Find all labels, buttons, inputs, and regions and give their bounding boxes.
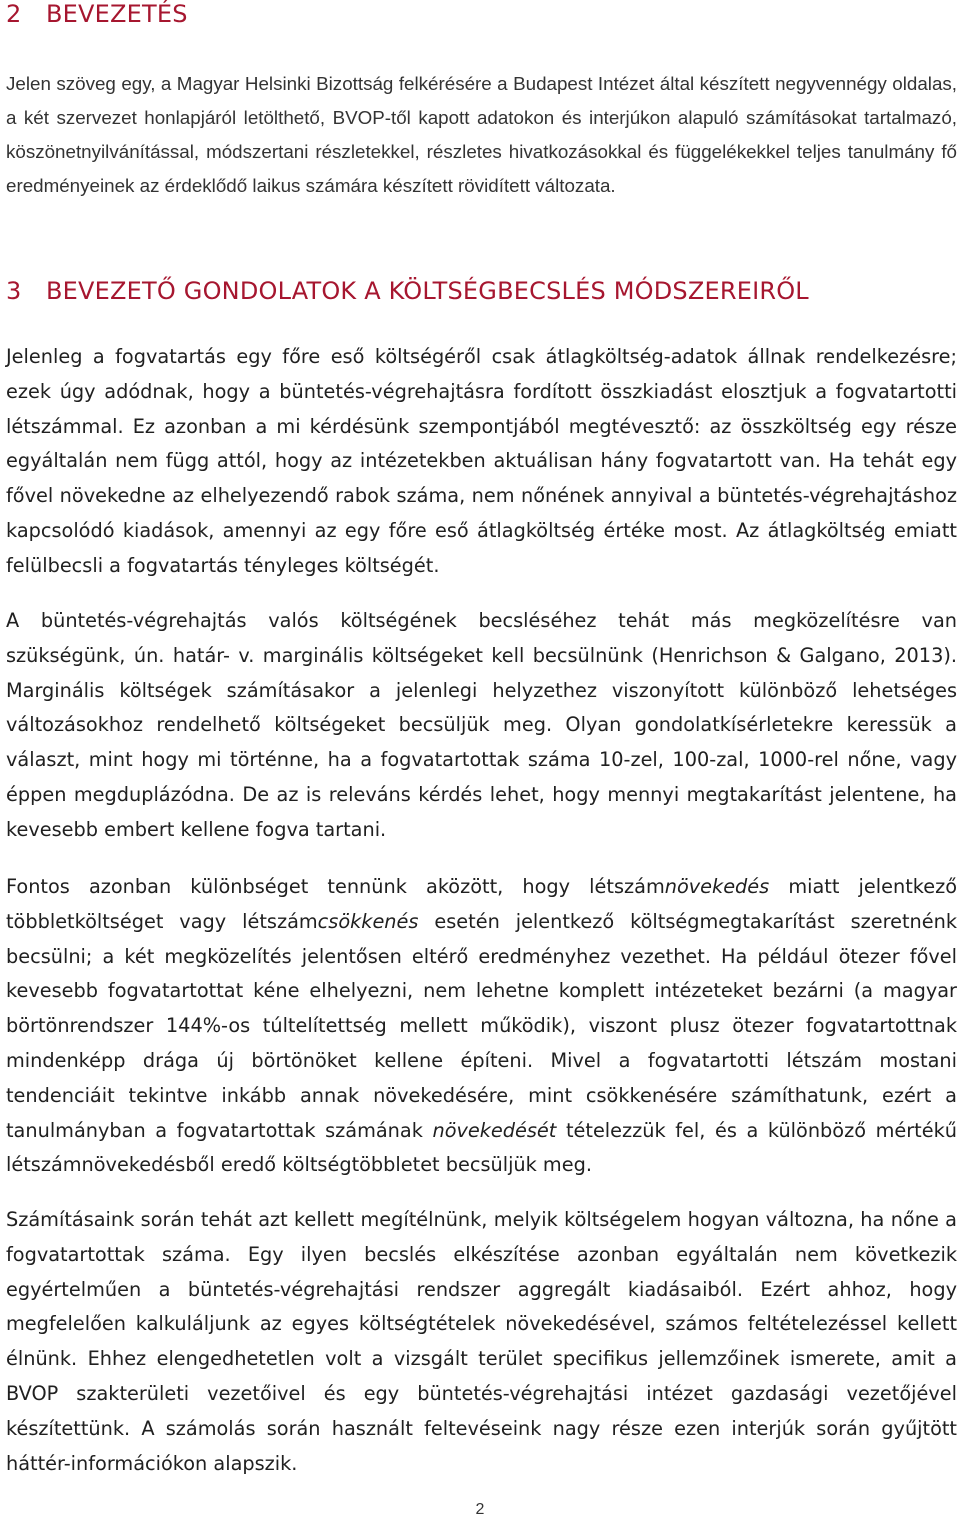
emphasis-text: növekedés [664,875,770,898]
body-paragraph: Számításaink során tehát azt kellett megítélnünk, melyik költségelem hogyan változna, ha nőne a fogvatartottak száma. Egy ilyen becslés elkészítése azonban egyáltalán nem következik egyértelműen a büntetés-végrehajtási rendszer aggregált kiadásaiból. Ezért ahhoz, hogy megfelelően kalkuláljunk az egyes költségtételek növekedésével, számos feltételezéssel kellett élnünk. Ehhez elengedhetetlen volt a vizsgált terület specifikus jellemzőinek ismerete, amit a BVOP szakterületi vezetőivel és egy büntetés-végrehajtási intézet gazdasági vezetőjével készítettünk. A számolás során használt feltevéseink nagy része ezen interjúk során gyűjtött háttér-információkon alapszik. [6,1208,957,1475]
section-title: BEVEZETŐ GONDOLATOK A KÖLTSÉGBECSLÉS MÓDSZEREIRŐL [46,277,809,305]
body-paragraph: Jelenleg a fogvatartás egy főre eső költségéről csak átlagköltség-adatok állnak rendelkezésre; ezek úgy adódnak, hogy a büntetés-végrehajtásra fordított összkiadást elosztjuk a fogvatartotti létszámmal. Ez azonban a mi kérdésünk szempontjából megtévesztő: az összköltség egy része egyáltalán nem függ attól, hogy az intézetekben aktuálisan hány fogvatartott van. Ha tehát egy fővel növekedne az elhelyezendő rabok száma, nem nőnének annyival a büntetés-végrehajtáshoz kapcsolódó kiadások, amennyi az egy főre eső átlagköltség értéke most. Az átlagköltség emiatt felülbecsli a fogvatartás tényleges költségét. [6,345,957,577]
text-run: tételezzük fel, és a különböző mértékű létszámnövekedésből eredő költségtöbbletet becsüljük meg. [6,1118,957,1177]
page-number: 2 [475,1501,485,1518]
intro-paragraph: Jelen szöveg egy, a Magyar Helsinki Bizottság felkérésére a Budapest Intézet által készített negyvennégy oldalas, a két szervezet honlapjáról letölthető, BVOP-től kapott adatokon és interjúkon alapuló számításokat tartalmazó, köszönetnyilvánítással, módszertani részletekkel, részletes hivatkozásokkal és függelékekkel teljes tanulmány fő eredményeinek az érdeklődő laikus számára készített rövidített változata. [6,73,957,196]
section-number: 2 [6,0,22,28]
text-run: miatt jelentkező többletköltséget vagy létszám [6,875,958,933]
text-run: Fontos azonban különbséget tennünk aközött, hogy létszám [6,875,665,898]
body-paragraph: A büntetés-végrehajtás valós költségének becsléséhez tehát más megközelítésre van szükségünk, ún. határ- v. marginális költségeket kell becsülnünk (Henrichson & Galgano, 2013). Marginális költségek számításakor a jelenlegi helyzethez viszonyított különböző lehetséges változásokhoz rendelhető költségeket becsüljük meg. Olyan gondolatkísérletekre keressük a választ, mint hogy mi történne, ha a fogvatartottak száma 10-zel, 100-zal, 1000-rel nőne, vagy éppen megduplázódna. De az is releváns kérdés lehet, hogy mennyi megtakarítást jelentene, ha kevesebb embert kellene fogva tartani. [6,609,957,841]
emphasis-text: növekedését [432,1118,557,1142]
body-paragraph [6,870,957,1183]
section-2-heading [6,0,188,28]
emphasis-text: csökkenés [317,909,419,933]
section-number: 3 [6,277,22,305]
section-3-heading [6,277,809,305]
text-run: esetén jelentkező költségmegtakarítást szeretnénk becsülni; a két megközelítés jelentősen eltérő eredményhez vezethet. Ha például ötezer fővel kevesebb fogvatartottat kéne elhelyezni, nem lehetne komplett intézeteket bezárni (a magyar börtönrendszer 144%-os túltelítettség mellett működik), viszont plusz ötezer fogvatartottnak mindenképp drága új börtönöket kellene építeni. Mivel a fogvatartotti létszám mostani tendenciáit tekintve inkább annak növekedésére, mint csökkenésére számíthatunk, ezért a tanulmányban a fogvatartottak számának [6,909,957,1142]
section-title: BEVEZETÉS [46,0,188,28]
